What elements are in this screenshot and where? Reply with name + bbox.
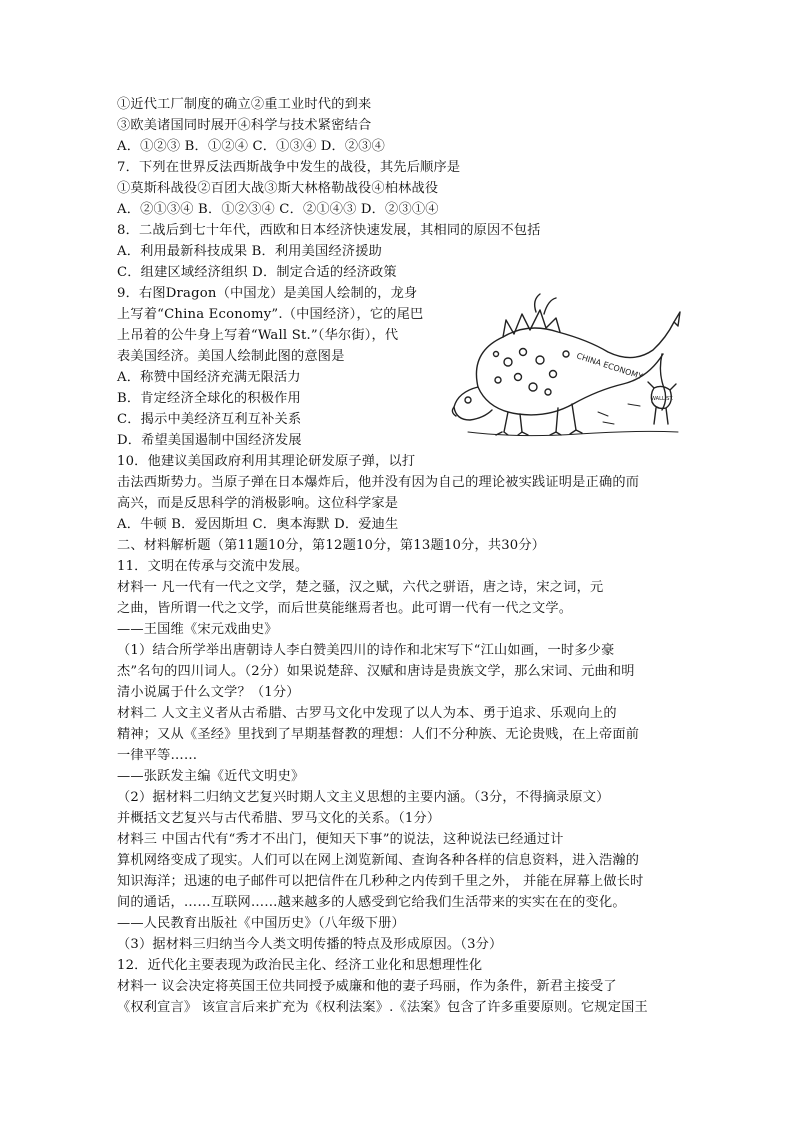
dragon-cartoon-image <box>448 292 686 444</box>
text-line: （3）据材料三归纳当今人类文明传播的特点及形成原因。（3分） <box>117 937 503 952</box>
question-9: 9．右图Dragon（中国龙）是美国人绘制的，龙身 <box>117 286 418 301</box>
option-line: A．利用最新科技成果 B．利用美国经济援助 <box>117 244 382 259</box>
text-line: 之曲，皆所谓一代之文学，而后世莫能继焉者也。此可谓一代有一代之文学。 <box>117 601 573 616</box>
option-line: D．希望美国遏制中国经济发展 <box>117 433 302 448</box>
option-line: A．①②③ B．①②④ C．①③④ D．②③④ <box>117 139 386 154</box>
source-citation: ——人民教育出版社《中国历史》（八年级下册） <box>117 916 405 931</box>
text-line: ①近代工厂制度的确立②重工业时代的到来 <box>117 97 372 112</box>
option-line: A．牛顿 B．爱因斯坦 C．奥本海默 D．爱迪生 <box>117 517 399 532</box>
text-line: 清小说属于什么文学？（1分） <box>117 685 300 700</box>
question-11: 11．文明在传承与交流中发展。 <box>117 559 309 574</box>
text-line: 算机网络变成了现实。人们可以在网上浏览新闻、查询各种各样的信息资料，进入浩瀚的 <box>117 853 640 868</box>
text-line: （2）据材料二归纳文艺复兴时期人文主义思想的主要内涵。（3分，不得摘录原文） <box>117 790 610 805</box>
text-line: 材料一 议会决定将英国王位共同授予威廉和他的妻子玛丽，作为条件，新君主接受了 <box>117 979 617 994</box>
option-line: A．称赞中国经济充满无限活力 <box>117 370 301 385</box>
question-8: 8．二战后到七十年代，西欧和日本经济快速发展，其相同的原因不包括 <box>117 223 541 238</box>
text-line: 上吊着的公牛身上写着“Wall St.”（华尔街），代 <box>117 328 399 343</box>
text-line: 一律平等…… <box>117 748 198 763</box>
text-line: ①莫斯科战役②百团大战③斯大林格勒战役④柏林战役 <box>117 181 439 196</box>
text-line: 《权利宣言》 该宣言后来扩充为《权利法案》.《法案》包含了许多重要原则。它规定国王 <box>117 1000 648 1015</box>
question-10: 10．他建议美国政府利用其理论研发原子弹，以打 <box>117 454 416 469</box>
text-line: 精神；又从《圣经》里找到了早期基督教的理想：人们不分种族、无论贵贱，在上帝面前 <box>117 727 640 742</box>
source-citation: ——张跃发主编《近代文明史》 <box>117 769 305 784</box>
text-line: 材料三 中国古代有“秀才不出门，便知天下事”的说法，这种说法已经通过计 <box>117 832 564 847</box>
option-line: B．肯定经济全球化的积极作用 <box>117 391 301 406</box>
text-line: 间的通话，……互联网……越来越多的人感受到它给我们生活带来的实实在在的变化。 <box>117 895 626 910</box>
question-12: 12．近代化主要表现为政治民主化、经济工业化和思想理性化 <box>117 958 483 973</box>
text-line: 知识海洋；迅速的电子邮件可以把信件在几秒种之内传到千里之外， 并能在屏幕上做长时 <box>117 874 644 889</box>
option-line: A．②①③④ B．①②③④ C．②①④③ D．②③①④ <box>117 202 439 217</box>
text-line: 表美国经济。美国人绘制此图的意图是 <box>117 349 345 364</box>
option-line: C．组建区域经济组织 D．制定合适的经济政策 <box>117 265 397 280</box>
cartoon-label-wall-st: WALL ST. <box>651 396 674 402</box>
text-line: 高兴，而是反思科学的消极影响。这位科学家是 <box>117 496 399 511</box>
option-line: C．揭示中美经济互利互补关系 <box>117 412 302 427</box>
question-7: 7．下列在世界反法西斯战争中发生的战役，其先后顺序是 <box>117 160 461 175</box>
text-line: ③欧美诸国同时展开④科学与技术紧密结合 <box>117 118 372 133</box>
text-line: 材料二 人文主义者从古希腊、古罗马文化中发现了以人为本、勇于追求、乐观向上的 <box>117 706 617 721</box>
text-line: 材料一 凡一代有一代之文学，楚之骚，汉之赋，六代之骈语，唐之诗，宋之词，元 <box>117 580 604 595</box>
text-line: 击法西斯势力。当原子弹在日本爆炸后，他并没有因为自己的理论被实践证明是正确的而 <box>117 475 640 490</box>
text-line: 上写着“China Economy”.（中国经济），它的尾巴 <box>117 307 424 322</box>
text-line: 杰”名句的四川词人。（2分）如果说楚辞、汉赋和唐诗是贵族文学，那么宋词、元曲和明 <box>117 664 635 679</box>
section-heading: 二、材料解析题（第11题10分，第12题10分，第13题10分，共30分） <box>117 538 546 553</box>
text-line: （1）结合所学举出唐朝诗人李白赞美四川的诗作和北宋写下“江山如画，一时多少豪 <box>117 643 615 658</box>
cartoon-label-china-economy: CHINA ECONOMY <box>575 351 644 382</box>
text-line: 并概括文艺复兴与古代希腊、罗马文化的关系。（1分） <box>117 811 441 826</box>
source-citation: ——王国维《宋元戏曲史》 <box>117 622 278 637</box>
